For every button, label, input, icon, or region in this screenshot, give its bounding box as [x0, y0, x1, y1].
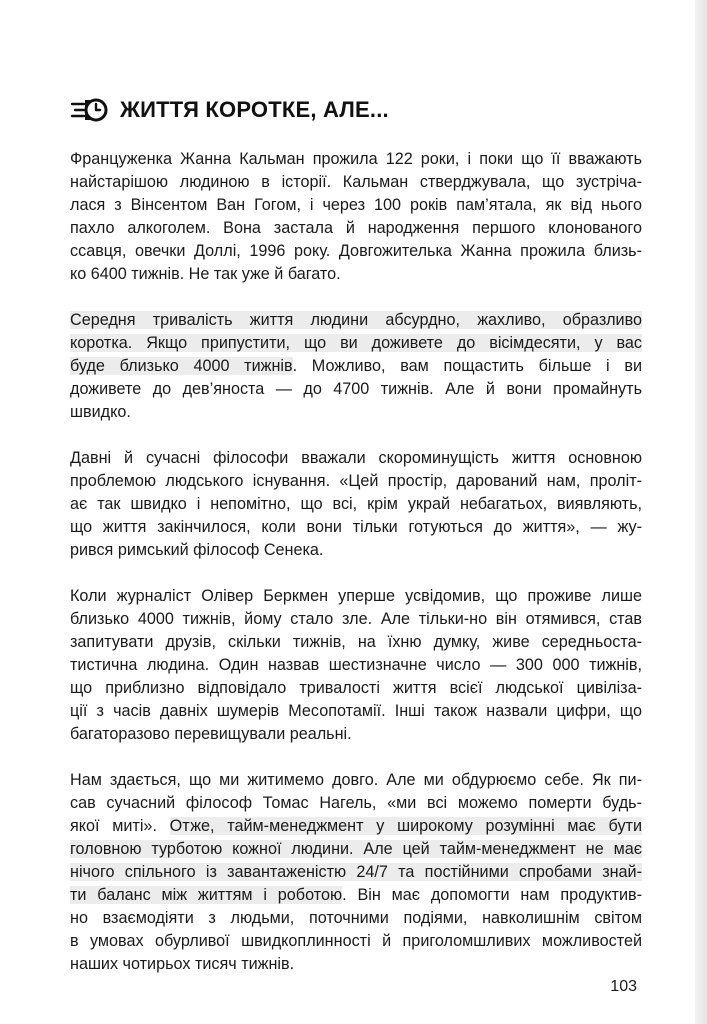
text-line	[70, 217, 642, 240]
text-segment: Коли журналіст Олівер Беркмен уперше усвідомив, що проживе лише	[70, 587, 642, 605]
text-segment: швидко.	[70, 403, 131, 421]
text-line	[70, 171, 642, 194]
text-line	[70, 608, 642, 631]
text-segment: лася з Вінсентом Ван Гогом, і через 100 років пам’ятала, як від нього	[70, 196, 642, 214]
text-line	[70, 815, 642, 838]
text-segment: що життя закінчилося, коли вони тільки готуються до життя», — жу-	[70, 518, 642, 536]
text-line	[70, 148, 642, 171]
text-line	[70, 884, 642, 907]
text-segment: Нам здається, що ми житимемо довго. Але ми обдурюємо себе. Як пи-	[70, 771, 642, 789]
text-segment: запитувати друзів, скільки тижнів, на їхню думку, живе середньоста-	[70, 633, 642, 651]
text-line	[70, 470, 642, 493]
text-segment: но взаємодіяти з людьми, поточними подіями, навколишнім світом	[70, 909, 642, 927]
text-line	[70, 861, 642, 884]
text-segment: Француженка Жанна Кальман прожила 122 роки, і поки що її вважають	[70, 150, 642, 168]
text-line	[70, 309, 642, 332]
highlighted-text: ти баланс між життям і роботою	[70, 886, 343, 904]
text-line	[70, 493, 642, 516]
paragraph	[70, 447, 642, 562]
text-line	[70, 585, 642, 608]
text-segment: рився римський філософ Сенека.	[70, 541, 324, 559]
text-line	[70, 792, 642, 815]
text-segment: проблемою людського існування. «Цей простір, дарований нам, проліт-	[70, 472, 642, 490]
text-line	[70, 769, 642, 792]
text-segment: тистична людина. Один назвав шестизначне число — 300 000 тижнів,	[70, 656, 642, 674]
text-segment: . Він має допомогти нам продуктив-	[342, 886, 642, 904]
text-segment: багаторазово перевищували реальні.	[70, 725, 352, 743]
text-line	[70, 700, 642, 723]
page-edge-shadow	[695, 0, 707, 1024]
text-line	[70, 838, 642, 861]
highlighted-text: коротка. Якщо припустити, що ви доживете до вісімдесяти, у вас	[70, 334, 642, 352]
text-line	[70, 194, 642, 217]
text-line	[70, 516, 642, 539]
text-line	[70, 447, 642, 470]
text-line	[70, 401, 642, 424]
page-title: ЖИТТЯ КОРОТКЕ, АЛЕ...	[120, 97, 389, 122]
text-segment: ко 6400 тижнів. Не так уже й багато.	[70, 265, 341, 283]
page-number: 103	[610, 978, 637, 995]
paragraph	[70, 585, 642, 746]
text-segment: що приблизно відповідало тривалості життя всієї людської цивіліза-	[70, 679, 642, 697]
text-line	[70, 930, 642, 953]
highlighted-text: Середня тривалість життя людини абсурдно, жахливо, образливо	[70, 311, 642, 329]
paragraph	[70, 769, 642, 976]
paragraph	[70, 309, 642, 424]
text-segment: Давні й сучасні філософи вважали скороминущість життя основною	[70, 449, 642, 467]
highlighted-text: нічого спільного із завантаженістю 24/7 та постійними спробами знай-	[70, 863, 642, 881]
text-segment: в умовах обурливої швидкоплинності й приголомшливих можливостей	[70, 932, 642, 950]
text-segment: пахло алкоголем. Вона застала й народження першого клонованого	[70, 219, 642, 237]
text-segment: якої миті».	[70, 817, 170, 835]
text-segment: ції з часів давніх шумерів Месопотамії. Інші також назвали цифри, що	[70, 702, 642, 720]
text-line	[70, 654, 642, 677]
text-segment: сав сучасний філософ Томас Нагель, «ми всі можемо померти будь-	[70, 794, 642, 812]
paragraph	[70, 148, 642, 286]
text-line	[70, 539, 642, 562]
highlighted-text: Отже, тайм-менеджмент у широкому розумінні має бути	[169, 817, 642, 835]
text-line	[70, 332, 642, 355]
text-line	[70, 240, 642, 263]
clock-speed-icon	[70, 96, 110, 124]
text-line	[70, 953, 642, 976]
article-body	[70, 148, 642, 999]
text-line	[70, 907, 642, 930]
text-segment: . Можливо, вам пощастить більше і ви	[292, 357, 642, 375]
highlighted-text: головною турботою кожної людини. Але цей тайм-менеджмент не має	[70, 840, 642, 858]
text-segment: ссавця, овечки Доллі, 1996 року. Довгожителька Жанна прожила близь-	[70, 242, 642, 260]
text-line	[70, 355, 642, 378]
text-line	[70, 263, 642, 286]
text-segment: наших чотирьох тисяч тижнів.	[70, 955, 295, 973]
text-segment: близько 4000 тижнів, йому стало зле. Але тільки-но він отямився, став	[70, 610, 642, 628]
text-line	[70, 378, 642, 401]
text-segment: ає так швидко і непомітно, що всі, крім украй небагатьох, виявляють,	[70, 495, 642, 513]
text-line	[70, 677, 642, 700]
text-segment: доживете до дев’яноста — до 4700 тижнів. Але й вони промайнуть	[70, 380, 642, 398]
text-line	[70, 723, 642, 746]
text-segment: найстарішою людиною в історії. Кальман стверджувала, що зустріча-	[70, 173, 642, 191]
text-line	[70, 631, 642, 654]
section-header	[70, 96, 389, 124]
highlighted-text: буде близько 4000 тижнів	[70, 357, 293, 375]
